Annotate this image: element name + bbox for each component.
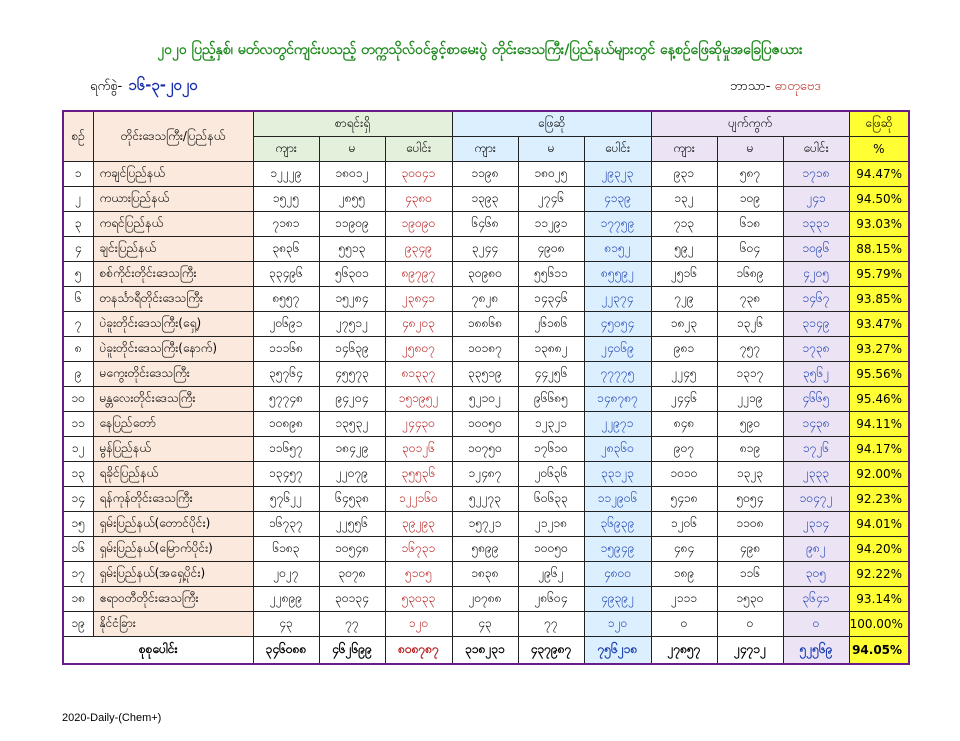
cell-f-f: ၈၁၉ [717, 437, 783, 462]
cell-a-t: ၂၂၃၇၄ [584, 287, 651, 312]
total-r-t: ၈၀၈၇၈၇ [385, 637, 452, 665]
header-percent: ဖြေဆို [849, 111, 909, 137]
cell-name: ရခိုင်ပြည်နယ် [93, 462, 253, 487]
cell-f-t: ၂၃၁၄ [783, 512, 849, 537]
cell-name: မန္တလေးတိုင်းဒေသကြီး [93, 387, 253, 412]
cell-r-m: ၅၇၇၄၈ [253, 387, 319, 412]
cell-f-t: ၂၄၁ [783, 187, 849, 212]
total-a-f: ၄၃၇၉၈၇ [518, 637, 584, 665]
cell-name: ရှမ်းပြည်နယ်(မြောက်ပိုင်း) [93, 537, 253, 562]
cell-r-t: ၂၃၈၄၁ [385, 287, 452, 312]
cell-r-t: ၁၂၂၁၆၀ [385, 487, 452, 512]
cell-a-m: ၁၃၉၃ [452, 187, 518, 212]
cell-a-f: ၁၈၀၂၅ [518, 162, 584, 187]
cell-f-m: ၂၂၄၅ [651, 362, 717, 387]
cell-f-f: ၅၉၀ [717, 412, 783, 437]
cell-r-f: ၅၅၁၃ [319, 237, 385, 262]
cell-r-m: ၁၂၂၂၉ [253, 162, 319, 187]
total-row [63, 637, 909, 665]
cell-a-t: ၃၆၉၃၉ [584, 512, 651, 537]
cell-a-m: ၃၂၄၄ [452, 237, 518, 262]
table-row [63, 562, 909, 587]
cell-a-t: ၂၈၃၆၀ [584, 437, 651, 462]
cell-a-t: ၁၁၂၉၀၆ [584, 487, 651, 512]
cell-no: ၁၅ [63, 512, 93, 537]
cell-pct: 92.23% [849, 487, 909, 512]
total-r-m: ၃၄၆၀၈၈ [253, 637, 319, 665]
cell-name: ဧရာဝတီတိုင်းဒေသကြီး [93, 587, 253, 612]
cell-f-m: ၇၂၉ [651, 287, 717, 312]
cell-name: ကချင်ပြည်နယ် [93, 162, 253, 187]
header-abs-female: မ [717, 137, 783, 162]
cell-pct: 94.17% [849, 437, 909, 462]
cell-a-m: ၃၃၅၁၉ [452, 362, 518, 387]
cell-f-t: ၉၈၂ [783, 537, 849, 562]
cell-r-t: ၁၂၀ [385, 612, 452, 637]
cell-f-t: ၁၄၃၈ [783, 412, 849, 437]
cell-f-t: ၄၆၆၅ [783, 387, 849, 412]
cell-r-t: ၃၅၅၃၆ [385, 462, 452, 487]
cell-f-m: ၉၃၁ [651, 162, 717, 187]
cell-no: ၅ [63, 262, 93, 287]
cell-a-m: ၄၃ [452, 612, 518, 637]
cell-f-f: ၅၀၅၄ [717, 487, 783, 512]
cell-a-m: ၇၈၂၈ [452, 287, 518, 312]
cell-pct: 94.47% [849, 162, 909, 187]
cell-a-t: ၄၈၀၀ [584, 562, 651, 587]
cell-r-m: ၁၀၈၉၈ [253, 412, 319, 437]
cell-r-t: ၂၅၈၀၇ [385, 337, 452, 362]
cell-f-t: ၄၂၀၅ [783, 262, 849, 287]
header-percent-sign: % [849, 137, 909, 162]
cell-f-m: ၂၁၁၁ [651, 587, 717, 612]
cell-r-m: ၁၁၁၆၈ [253, 337, 319, 362]
cell-f-m: ၁၀၁၀ [651, 462, 717, 487]
cell-r-t: ၈၉၇၉၇ [385, 262, 452, 287]
table-row [63, 462, 909, 487]
cell-f-t: ၁၄၆၇ [783, 287, 849, 312]
cell-no: ၂ [63, 187, 93, 212]
cell-r-f: ၉၄၂၀၄ [319, 387, 385, 412]
cell-f-m: ၀ [651, 612, 717, 637]
cell-f-m: ၄၈၄ [651, 537, 717, 562]
cell-f-t: ၃၀၅ [783, 562, 849, 587]
header-absent: ပျက်ကွက် [651, 111, 849, 137]
table-row [63, 387, 909, 412]
cell-f-m: ၇၁၃ [651, 212, 717, 237]
cell-r-f: ၄၅၅၇၃ [319, 362, 385, 387]
table-body [63, 162, 909, 665]
cell-r-t: ၅၁၀၅ [385, 562, 452, 587]
cell-no: ၁၇ [63, 562, 93, 587]
date-row [90, 76, 198, 98]
cell-a-m: ၆၄၆၈ [452, 212, 518, 237]
cell-r-t: ၂၄၄၃၀ [385, 412, 452, 437]
cell-no: ၁၉ [63, 612, 93, 637]
total-a-m: ၃၁၈၂၃၁ [452, 637, 518, 665]
cell-no: ၁၃ [63, 462, 93, 487]
table-row [63, 162, 909, 187]
cell-a-t: ၃၃၁၂၃ [584, 462, 651, 487]
cell-a-f: ၇၇ [518, 612, 584, 637]
cell-pct: 94.20% [849, 537, 909, 562]
header-abs-male: ကျား [651, 137, 717, 162]
cell-a-m: ၁၅၇၂၁ [452, 512, 518, 537]
cell-a-m: ၁၈၃၈ [452, 562, 518, 587]
header-att-total: ပေါင်း [584, 137, 651, 162]
cell-a-f: ၆၀၆၃၃ [518, 487, 584, 512]
cell-f-f: ၇၅၇ [717, 337, 783, 362]
table-row [63, 337, 909, 362]
footer-note: 2020-Daily-(Chem+) [62, 712, 162, 724]
cell-name: တနင်္သာရီတိုင်းဒေသကြီး [93, 287, 253, 312]
total-f-m: ၂၇၈၅၇ [651, 637, 717, 665]
cell-pct: 92.22% [849, 562, 909, 587]
cell-a-f: ၁၁၂၉၁ [518, 212, 584, 237]
cell-no: ၁၀ [63, 387, 93, 412]
cell-r-f: ၁၁၉၀၉ [319, 212, 385, 237]
cell-r-t: ၃၀၀၄၁ [385, 162, 452, 187]
header-reg-female: မ [319, 137, 385, 162]
cell-r-m: ၁၆၇၃၇ [253, 512, 319, 537]
cell-no: ၁၈ [63, 587, 93, 612]
table-row [63, 287, 909, 312]
cell-f-f: ၁၃၂၃ [717, 462, 783, 487]
cell-f-t: ၁၀၉၆ [783, 237, 849, 262]
cell-pct: 94.01% [849, 512, 909, 537]
cell-f-t: ၁၇၂၆ [783, 437, 849, 462]
cell-no: ၁၆ [63, 537, 93, 562]
cell-r-t: ၈၁၃၃၇ [385, 362, 452, 387]
cell-f-f: ၁၅၃၀ [717, 587, 783, 612]
total-pct: 94.05% [849, 637, 909, 665]
table-row [63, 312, 909, 337]
cell-name: စစ်ကိုင်းတိုင်းဒေသကြီး [93, 262, 253, 287]
cell-no: ၆ [63, 287, 93, 312]
cell-f-t: ၀ [783, 612, 849, 637]
cell-r-f: ၁၈၄၂၉ [319, 437, 385, 462]
cell-a-m: ၁၁၉၈ [452, 162, 518, 187]
header-region: တိုင်းဒေသကြီး/ပြည်နယ် [93, 111, 253, 162]
cell-a-f: ၁၃၈၈၂ [518, 337, 584, 362]
cell-r-m: ၅၇၆၂၂ [253, 487, 319, 512]
date-value: ၁၆-၃-၂၀၂၀ [128, 76, 198, 94]
table-row [63, 412, 909, 437]
cell-f-f: ၁၀၉ [717, 187, 783, 212]
cell-a-f: ၅၅၆၁၁ [518, 262, 584, 287]
date-label: ရက်စွဲ- [90, 79, 123, 94]
table-row [63, 537, 909, 562]
cell-r-f: ၅၆၃၀၁ [319, 262, 385, 287]
cell-a-m: ၅၂၂၇၃ [452, 487, 518, 512]
cell-f-m: ၈၄၈ [651, 412, 717, 437]
cell-name: ပဲခူးတိုင်းဒေသကြီး(နောက်) [93, 337, 253, 362]
header-att-male: ကျား [452, 137, 518, 162]
total-r-f: ၄၆၂၆၉၉ [319, 637, 385, 665]
table-row [63, 237, 909, 262]
cell-r-m: ၂၀၂၇ [253, 562, 319, 587]
cell-f-m: ၉၈၁ [651, 337, 717, 362]
cell-r-t: ၄၈၂၀၃ [385, 312, 452, 337]
cell-a-f: ၂၀၆၃၆ [518, 462, 584, 487]
cell-no: ၁၄ [63, 487, 93, 512]
table-row [63, 187, 909, 212]
cell-a-t: ၂၄၀၆၉ [584, 337, 651, 362]
cell-r-f: ၁၄၆၃၉ [319, 337, 385, 362]
cell-a-t: ၈၅၅၉၂ [584, 262, 651, 287]
cell-f-m: ၅၉၂ [651, 237, 717, 262]
total-f-t: ၅၂၅၆၉ [783, 637, 849, 665]
cell-f-m: ၁၃၂ [651, 187, 717, 212]
cell-r-f: ၁၀၅၄၈ [319, 537, 385, 562]
cell-r-t: ၉၃၄၉ [385, 237, 452, 262]
cell-no: ၁၂ [63, 437, 93, 462]
cell-f-t: ၁၇၁၈ [783, 162, 849, 187]
cell-f-f: ၁၁၆ [717, 562, 783, 587]
cell-r-m: ၇၁၈၁ [253, 212, 319, 237]
total-a-t: ၇၅၆၂၁၈ [584, 637, 651, 665]
cell-name: ရန်ကုန်တိုင်းဒေသကြီး [93, 487, 253, 512]
cell-f-f: ၁၃၁၇ [717, 362, 783, 387]
cell-pct: 94.11% [849, 412, 909, 437]
header-registered: စာရင်းရှိ [253, 111, 452, 137]
cell-pct: 95.56% [849, 362, 909, 387]
cell-r-t: ၁၆၇၃၁ [385, 537, 452, 562]
total-label: စုစုပေါင်း [63, 637, 253, 665]
cell-name: ကယားပြည်နယ် [93, 187, 253, 212]
cell-a-f: ၉၆၆၈၅ [518, 387, 584, 412]
cell-r-f: ၂၈၅၅ [319, 187, 385, 212]
cell-f-m: ၁၈၉ [651, 562, 717, 587]
table-row [63, 587, 909, 612]
cell-a-f: ၁၄၃၄၆ [518, 287, 584, 312]
cell-f-m: ၂၅၁၆ [651, 262, 717, 287]
cell-a-f: ၄၉၀၈ [518, 237, 584, 262]
subject-value: ဓာတုဗေဒ [774, 79, 822, 94]
cell-pct: 93.03% [849, 212, 909, 237]
cell-r-f: ၇၇ [319, 612, 385, 637]
cell-f-f: ၂၂၁၉ [717, 387, 783, 412]
cell-pct: 92.00% [849, 462, 909, 487]
header-reg-total: ပေါင်း [385, 137, 452, 162]
report-title: ၂၀၂၀ ပြည့်နှစ်၊ မတ်လတွင်ကျင်းပသည့် တက္ကသိုလ်ဝင်ခွင့်စာမေးပွဲ တိုင်းဒေသကြီး/ပြည်နယ်များတွင် နေ့စဉ်ဖြေဆိုမှုအခြေပြဇယား [157, 42, 803, 58]
cell-a-f: ၂၁၂၁၈ [518, 512, 584, 537]
cell-pct: 93.85% [849, 287, 909, 312]
cell-a-f: ၂၇၄၆ [518, 187, 584, 212]
cell-f-f: ၅၈၇ [717, 162, 783, 187]
cell-f-f: ၁၁၀၈ [717, 512, 783, 537]
cell-f-f: ၁၃၂၆ [717, 312, 783, 337]
cell-r-m: ၄၃ [253, 612, 319, 637]
cell-a-f: ၁၇၆၁၀ [518, 437, 584, 462]
cell-r-m: ၂၀၆၉၁ [253, 312, 319, 337]
cell-f-f: ၇၃၈ [717, 287, 783, 312]
cell-r-m: ၁၅၂၅ [253, 187, 319, 212]
cell-r-f: ၃၀၇၈ [319, 562, 385, 587]
cell-r-t: ၄၃၈၀ [385, 187, 452, 212]
cell-a-m: ၂၀၇၈၈ [452, 587, 518, 612]
cell-r-m: ၁၃၄၅၇ [253, 462, 319, 487]
cell-r-f: ၂၇၅၁၂ [319, 312, 385, 337]
cell-r-f: ၁၈၀၁၂ [319, 162, 385, 187]
cell-name: နိုင်ငံခြား [93, 612, 253, 637]
cell-r-t: ၁၅၁၉၅၂ [385, 387, 452, 412]
cell-pct: 93.27% [849, 337, 909, 362]
cell-no: ၈ [63, 337, 93, 362]
table-row [63, 512, 909, 537]
cell-f-t: ၃၁၄၉ [783, 312, 849, 337]
cell-a-m: ၅၂၁၀၂ [452, 387, 518, 412]
cell-r-t: ၃၉၂၉၃ [385, 512, 452, 537]
cell-f-m: ၉၀၇ [651, 437, 717, 462]
cell-a-t: ၁၂၀ [584, 612, 651, 637]
cell-pct: 88.15% [849, 237, 909, 262]
cell-r-f: ၂၂၀၇၉ [319, 462, 385, 487]
subject-label: ဘာသာ- [730, 79, 771, 94]
header-reg-male: ကျား [253, 137, 319, 162]
cell-pct: 93.47% [849, 312, 909, 337]
cell-pct: 95.46% [849, 387, 909, 412]
cell-a-t: ၇၇၇၇၅ [584, 362, 651, 387]
cell-r-f: ၁၃၅၃၂ [319, 412, 385, 437]
cell-a-m: ၁၀၁၈၇ [452, 337, 518, 362]
cell-f-t: ၂၃၃၃ [783, 462, 849, 487]
table-row [63, 362, 909, 387]
cell-pct: 100.00% [849, 612, 909, 637]
table-row [63, 487, 909, 512]
cell-r-m: ၈၅၅၇ [253, 287, 319, 312]
cell-a-m: ၅၈၉၉ [452, 537, 518, 562]
cell-f-m: ၁၂၀၆ [651, 512, 717, 537]
cell-pct: 93.14% [849, 587, 909, 612]
cell-no: ၁၁ [63, 412, 93, 437]
table-row [63, 437, 909, 462]
cell-a-f: ၂၆၁၈၆ [518, 312, 584, 337]
cell-r-t: ၃၀၁၂၆ [385, 437, 452, 462]
cell-f-t: ၁၇၃၈ [783, 337, 849, 362]
cell-f-t: ၁၃၃၁ [783, 212, 849, 237]
results-table [62, 110, 910, 665]
cell-r-f: ၁၅၂၈၄ [319, 287, 385, 312]
cell-no: ၃ [63, 212, 93, 237]
cell-f-f: ၆၀၄ [717, 237, 783, 262]
cell-f-t: ၃၅၆၂ [783, 362, 849, 387]
cell-a-f: ၂၈၆၀၄ [518, 587, 584, 612]
subject-row [730, 78, 821, 97]
cell-a-t: ၄၁၃၉ [584, 187, 651, 212]
cell-name: ရှမ်းပြည်နယ်(အရှေ့ပိုင်း) [93, 562, 253, 587]
cell-name: ကရင်ပြည်နယ် [93, 212, 253, 237]
cell-f-f: ၆၁၈ [717, 212, 783, 237]
cell-a-t: ၄၅၀၅၄ [584, 312, 651, 337]
cell-r-t: ၁၉၀၉၀ [385, 212, 452, 237]
total-f-f: ၂၄၇၁၂ [717, 637, 783, 665]
cell-r-m: ၂၂၈၉၉ [253, 587, 319, 612]
header-abs-total: ပေါင်း [783, 137, 849, 162]
cell-a-f: ၁၀၀၅၀ [518, 537, 584, 562]
cell-a-t: ၁၇၇၅၉ [584, 212, 651, 237]
cell-a-t: ၂၉၃၂၃ [584, 162, 651, 187]
cell-name: မွန်ပြည်နယ် [93, 437, 253, 462]
cell-r-f: ၆၄၅၃၈ [319, 487, 385, 512]
header-no: စဉ် [63, 111, 93, 162]
header-attended: ဖြေဆို [452, 111, 651, 137]
cell-r-m: ၆၁၈၃ [253, 537, 319, 562]
cell-a-m: ၁၀၀၅၀ [452, 412, 518, 437]
cell-r-m: ၃၅၇၆၄ [253, 362, 319, 387]
cell-a-t: ၄၉၃၉၂ [584, 587, 651, 612]
cell-a-m: ၁၈၈၆၈ [452, 312, 518, 337]
cell-no: ၁ [63, 162, 93, 187]
cell-no: ၉ [63, 362, 93, 387]
cell-r-m: ၃၈၃၆ [253, 237, 319, 262]
cell-pct: 94.50% [849, 187, 909, 212]
table-row [63, 612, 909, 637]
cell-r-f: ၃၀၁၃၄ [319, 587, 385, 612]
cell-name: ပဲခူးတိုင်းဒေသကြီး(ရှေ့) [93, 312, 253, 337]
cell-f-m: ၁၈၂၃ [651, 312, 717, 337]
table-row [63, 212, 909, 237]
cell-f-m: ၂၄၄၆ [651, 387, 717, 412]
header-att-female: မ [518, 137, 584, 162]
cell-r-t: ၅၃၀၃၃ [385, 587, 452, 612]
cell-f-f: ၄၉၈ [717, 537, 783, 562]
cell-a-t: ၂၂၉၇၁ [584, 412, 651, 437]
cell-f-m: ၅၄၁၈ [651, 487, 717, 512]
cell-a-m: ၁၀၇၅၀ [452, 437, 518, 462]
cell-f-f: ၁၆၈၉ [717, 262, 783, 287]
cell-no: ၇ [63, 312, 93, 337]
cell-no: ၄ [63, 237, 93, 262]
cell-pct: 95.79% [849, 262, 909, 287]
cell-f-t: ၁၀၄၇၂ [783, 487, 849, 512]
cell-a-m: ၁၂၄၈၇ [452, 462, 518, 487]
cell-name: မကွေးတိုင်းဒေသကြီး [93, 362, 253, 387]
cell-a-t: ၈၁၅၂ [584, 237, 651, 262]
cell-r-m: ၁၁၆၅၇ [253, 437, 319, 462]
cell-r-m: ၃၃၄၉၆ [253, 262, 319, 287]
cell-a-f: ၂၉၆၂ [518, 562, 584, 587]
cell-f-f: ၀ [717, 612, 783, 637]
cell-name: ချင်းပြည်နယ် [93, 237, 253, 262]
cell-r-f: ၂၂၅၅၆ [319, 512, 385, 537]
table-row [63, 262, 909, 287]
cell-f-t: ၃၆၄၁ [783, 587, 849, 612]
cell-name: နေပြည်တော် [93, 412, 253, 437]
cell-a-f: ၁၂၃၂၁ [518, 412, 584, 437]
cell-a-f: ၄၄၂၅၆ [518, 362, 584, 387]
cell-a-t: ၁၅၉၄၉ [584, 537, 651, 562]
cell-name: ရှမ်းပြည်နယ်(တောင်ပိုင်း) [93, 512, 253, 537]
cell-a-m: ၃၀၉၈၀ [452, 262, 518, 287]
cell-a-t: ၁၄၈၇၈၇ [584, 387, 651, 412]
